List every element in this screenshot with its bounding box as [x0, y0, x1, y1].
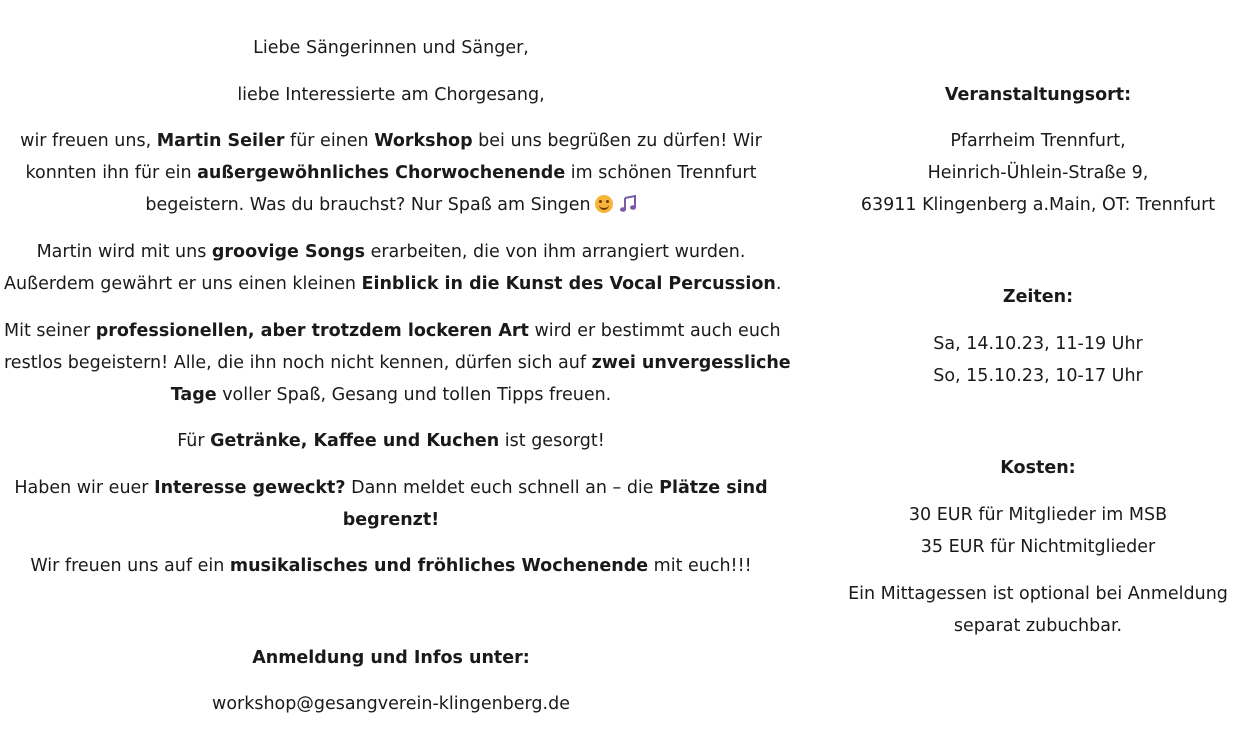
speaker-name: Martin Seiler — [156, 131, 285, 151]
paragraph-interest-line-1: Haben wir euer Interesse geweckt? Dann meldet euch schnell an – die Plätze sind — [14, 478, 768, 498]
signup-email[interactable]: workshop@gesangverein-klingenberg.de — [212, 694, 570, 714]
venue-line: Pfarrheim Trennfurt, — [950, 131, 1126, 151]
greeting-line-1: Liebe Sängerinnen und Sänger, — [253, 38, 529, 58]
costs-line: 35 EUR für Nichtmitglieder — [920, 537, 1156, 557]
venue-line: 63911 Klingenberg a.Main, OT: Trennfurt — [860, 195, 1216, 215]
venue-heading: Veranstaltungsort: — [944, 85, 1132, 105]
paragraph-interest-line-2: begrenzt! — [342, 510, 440, 530]
costs-line: 30 EUR für Mitglieder im MSB — [908, 505, 1168, 525]
venue-line: Heinrich-Ühlein-Straße 9, — [927, 163, 1149, 183]
signup-heading: Anmeldung und Infos unter: — [252, 648, 530, 668]
lunch-note-line: Ein Mittagessen ist optional bei Anmeldung — [848, 584, 1228, 604]
musical-notes-icon — [619, 195, 637, 213]
paragraph-intro-line-3: begeistern. Was du brauchst? Nur Spaß am Singen — [4, 193, 778, 217]
smiling-face-icon — [595, 195, 613, 213]
greeting-line-2: liebe Interessierte am Chorgesang, — [237, 85, 545, 105]
paragraph-intro-line-2: konnten ihn für ein außergewöhnliches Chorwochenende im schönen Trennfurt — [25, 163, 757, 183]
paragraph-style-line-3: Tage voller Spaß, Gesang und tollen Tipps freuen. — [170, 385, 612, 405]
paragraph-style-line-2: restlos begeistern! Alle, die ihn noch nicht kennen, dürfen sich auf zwei unvergessliche — [4, 353, 791, 373]
times-line: Sa, 14.10.23, 11-19 Uhr — [933, 334, 1143, 354]
times-heading: Zeiten: — [1002, 287, 1074, 307]
lunch-note-line: separat zubuchbar. — [953, 616, 1123, 636]
times-line: So, 15.10.23, 10-17 Uhr — [933, 366, 1143, 386]
costs-heading: Kosten: — [1000, 458, 1076, 478]
paragraph-intro-line-1: wir freuen uns, Martin Seiler für einen Workshop bei uns begrüßen zu dürfen! Wir — [20, 131, 762, 151]
paragraph-songs-line-2: Außerdem gewährt er uns einen kleinen Einblick in die Kunst des Vocal Percussion. — [4, 274, 782, 294]
paragraph-songs-line-1: Martin wird mit uns groovige Songs erarbeiten, die von ihm arrangiert wurden. — [36, 242, 746, 262]
paragraph-closing: Wir freuen uns auf ein musikalisches und fröhliches Wochenende mit euch!!! — [30, 556, 752, 576]
paragraph-style-line-1: Mit seiner professionellen, aber trotzdem lockeren Art wird er bestimmt auch euch — [4, 321, 781, 341]
paragraph-catering: Für Getränke, Kaffee und Kuchen ist gesorgt! — [177, 431, 605, 451]
